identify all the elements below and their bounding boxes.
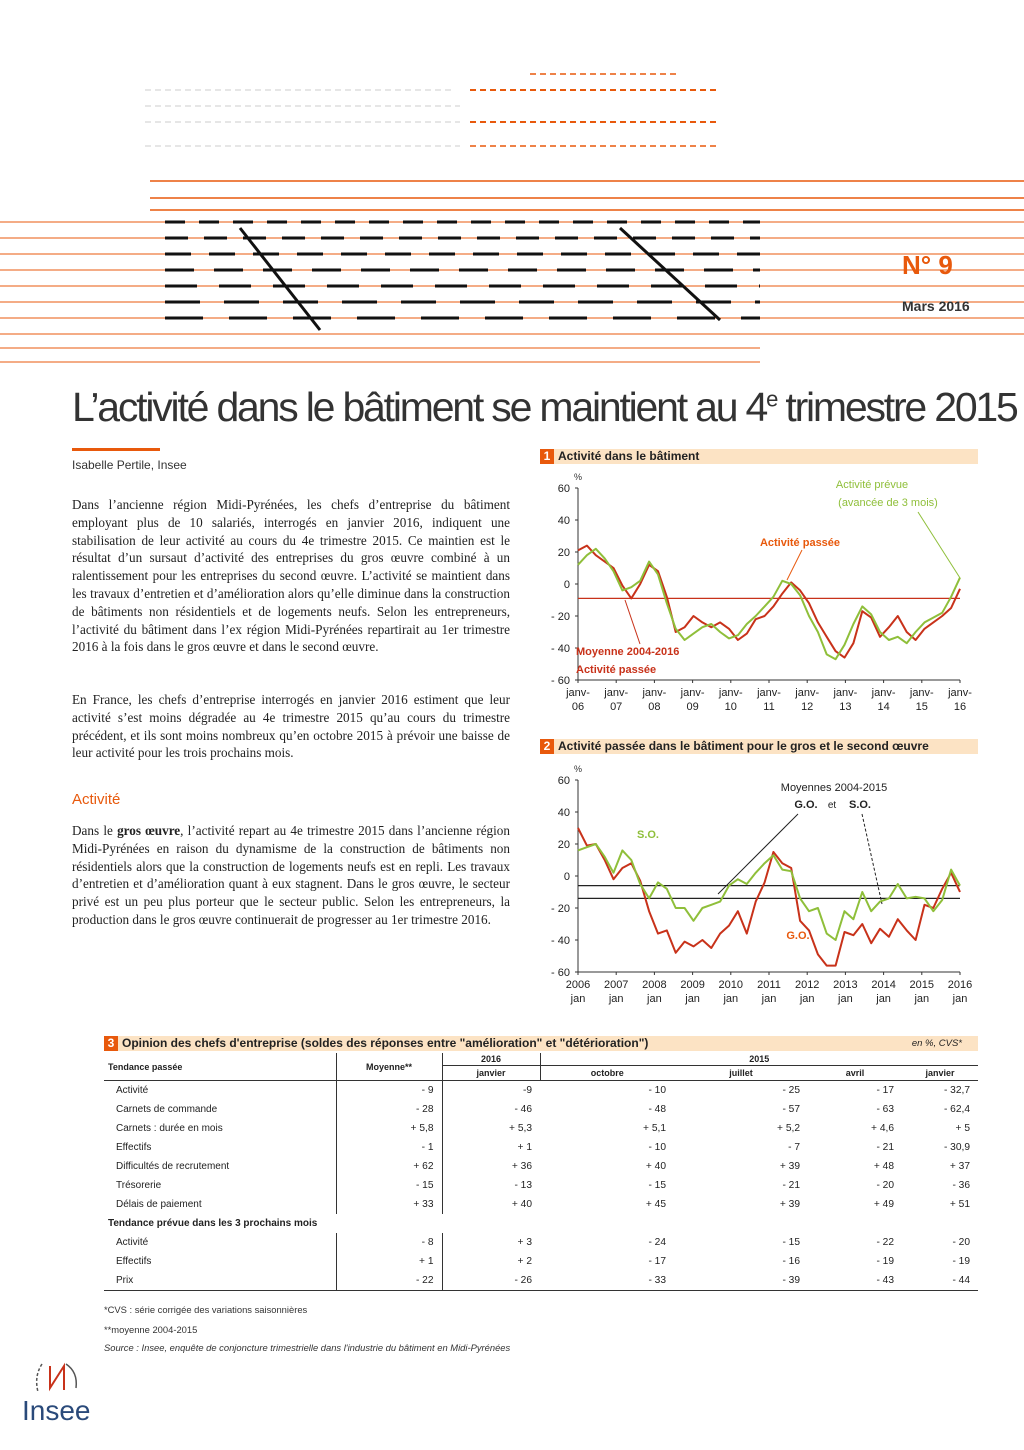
- chart2-plot: [540, 756, 980, 1018]
- table-row: [104, 1138, 978, 1157]
- table-cell: - 30,9: [943, 1142, 970, 1153]
- table-header-month: avril: [808, 1066, 902, 1081]
- x-tick-label: jan: [838, 993, 853, 1005]
- x-tick-label: 2010: [718, 979, 744, 991]
- x-tick-label: 16: [953, 701, 967, 713]
- table-cell: - 21: [782, 1180, 800, 1191]
- annotation-moyenne: Activité passée: [576, 664, 657, 676]
- chart2-number: 2: [540, 739, 554, 754]
- table-cell: + 48: [873, 1161, 894, 1172]
- chart1-plot: [540, 466, 980, 726]
- table-cell: - 25: [782, 1085, 800, 1096]
- author: Isabelle Pertile, Insee: [72, 458, 187, 472]
- x-tick-label: 2008: [642, 979, 667, 991]
- table-cell: - 32,7: [943, 1085, 970, 1096]
- table-cell: + 51: [949, 1199, 970, 1210]
- insee-logo: [20, 1358, 100, 1428]
- x-tick-label: 09: [686, 701, 699, 713]
- table-row: [104, 1233, 978, 1252]
- footnote-moyenne: **moyenne 2004-2015: [104, 1324, 198, 1335]
- table-row: [104, 1081, 978, 1101]
- table-cell: - 9: [336, 1081, 442, 1101]
- table-cell: + 37: [949, 1161, 970, 1172]
- table-cell: - 28: [336, 1100, 442, 1119]
- table-cell: + 4,6: [871, 1123, 894, 1134]
- table-row-label: Carnets de commande: [116, 1104, 218, 1115]
- issue-number: N° 9: [902, 250, 953, 280]
- x-tick-label: jan: [876, 993, 891, 1005]
- x-tick-label: janv-: [604, 687, 629, 699]
- table-cell: + 5,1: [643, 1123, 666, 1134]
- table-header-month: juillet: [674, 1066, 808, 1081]
- footnote-cvs: *CVS : série corrigée des variations saisonnières: [104, 1304, 308, 1315]
- table-cell: + 1: [442, 1138, 540, 1157]
- source-note: Source : Insee, enquête de conjoncture trimestrielle dans l'industrie du bâtiment en Midi-Pyrénées: [104, 1342, 511, 1353]
- y-unit-label: %: [574, 472, 583, 482]
- table-cell: - 21: [876, 1142, 894, 1153]
- x-tick-label: jan: [685, 993, 700, 1005]
- x-tick-label: janv-: [871, 687, 896, 699]
- annotation-moyennes: Moyennes 2004-2015: [780, 782, 888, 794]
- table-row-label: Prix: [104, 1271, 336, 1291]
- annotation-arrow: [718, 814, 798, 894]
- x-tick-label: 2014: [871, 979, 896, 991]
- table-header-month: janvier: [902, 1066, 978, 1081]
- annotation-arrow: [918, 512, 960, 578]
- y-tick-label: - 40: [551, 935, 570, 947]
- table-cell: - 17: [876, 1085, 894, 1096]
- y-tick-label: 40: [557, 807, 570, 819]
- x-tick-label: jan: [723, 993, 739, 1005]
- paragraph-france: En France, les chefs d’entreprise interrogés en janvier 2016 estiment que leur activité s’est moins dégradée au 4e trimestre 2015 qu’au cours du trimestre précédent, et ils sont moins nombreux qu’en octobre 2015 à prévoir une baisse de leur activité pour les trois prochains mois.: [72, 692, 510, 761]
- table-cell: + 40: [442, 1195, 540, 1214]
- opinion-table: [104, 1053, 978, 1291]
- y-tick-label: - 40: [551, 643, 570, 655]
- x-tick-label: janv-: [833, 687, 858, 699]
- table-cell: + 36: [442, 1157, 540, 1176]
- table-row: [104, 1100, 978, 1119]
- chart2-title: Activité passée dans le bâtiment pour le gros et le second œuvre: [558, 739, 929, 753]
- table-section-label: Tendance prévue dans les 3 prochains mois: [108, 1218, 318, 1229]
- table-header-month: janvier: [442, 1066, 540, 1081]
- table-row: [104, 1119, 978, 1138]
- table-cell: + 62: [336, 1157, 442, 1176]
- table-cell: - 57: [782, 1104, 800, 1115]
- x-tick-label: 2007: [603, 979, 629, 991]
- article-title: L’activité dans le bâtiment se maintient au 4e trimestre 2015: [72, 384, 1017, 430]
- table-row-label: Carnets : durée en mois: [116, 1123, 223, 1134]
- paragraph-gros-oeuvre: Dans le gros œuvre, l’activité repart au 4e trimestre 2015 dans l’ancienne région Midi-Pyrénées en raison du dynamisme de la construction de bâtiments non résidentiels alors que la construction de logements neufs est en repli. Les travaux d’entretien et d’amélioration quant à eux stagnent. Dans le gros œuvre, le secteur privé est un peu plus porteur que le secteur public. Selon les entrepreneurs, la production dans le gros œuvre continuerait de progresser au 1er trimestre 2016.: [72, 823, 510, 927]
- table-row-label: Activité: [116, 1085, 149, 1096]
- x-tick-label: janv-: [642, 687, 667, 699]
- chart1-title: Activité dans le bâtiment: [558, 449, 700, 463]
- table-header-month: octobre: [540, 1066, 674, 1081]
- table-cell: - 19: [952, 1256, 970, 1267]
- table-number: 3: [104, 1036, 118, 1051]
- series-line-b: [578, 549, 960, 659]
- table-cell: + 2: [442, 1252, 540, 1271]
- table-cell: + 45: [645, 1199, 666, 1210]
- table-cell: - 17: [648, 1256, 666, 1267]
- table-cell: - 19: [876, 1256, 894, 1267]
- table-section-row: [104, 1214, 978, 1233]
- table-cell: + 5,3: [442, 1119, 540, 1138]
- table-cell: - 22: [876, 1237, 894, 1248]
- x-tick-label: janv-: [909, 687, 934, 699]
- table-cell: + 40: [645, 1161, 666, 1172]
- table-cell: - 36: [952, 1180, 970, 1191]
- annotation-so: S.O.: [636, 829, 660, 841]
- table-cell: - 24: [648, 1237, 666, 1248]
- table-unit: en %, CVS*: [911, 1038, 962, 1049]
- table-cell: - 16: [782, 1256, 800, 1267]
- table-cell: - 8: [336, 1233, 442, 1252]
- annotation-moyenne: Moyenne 2004-2016: [576, 646, 680, 658]
- x-tick-label: 2016: [947, 979, 973, 991]
- table-cell: - 10: [648, 1085, 666, 1096]
- x-tick-label: jan: [608, 993, 624, 1005]
- table-cell: - 15: [648, 1180, 666, 1191]
- chart2-header: [540, 739, 978, 754]
- table-cell: - 43: [808, 1271, 902, 1291]
- y-tick-label: 60: [557, 483, 570, 495]
- table-header: [104, 1036, 978, 1051]
- x-tick-label: 10: [724, 701, 737, 713]
- table-row-label: Délais de paiement: [116, 1199, 202, 1210]
- x-tick-label: janv-: [566, 687, 590, 699]
- annotation-arrow: [625, 600, 640, 644]
- paragraph-intro: Dans l’ancienne région Midi-Pyrénées, les chefs d’entreprise du bâtiment employant plus de 10 salariés, interrogés en janvier 2016, indiquent une stabilisation de leur activité au cours du 4e trimestre 2015. Ce maintien est le résultat d’un sursaut d’activité des entreprises du gros œuvre combiné à un ralentissement pour les entreprises du second œuvre. L’activité se maintient dans les travaux d’entretien et d’amélioration alors qu’elle diminue dans la construction de bâtiments non résidentiels et de logements neufs. Selon les entrepreneurs, l’activité du bâtiment dans l’ex région Midi-Pyrénées repartirait au 1er trimestre 2016 à la fois dans le gros œuvre et dans le second œuvre.: [72, 497, 510, 655]
- table-row: [104, 1252, 978, 1271]
- section-heading: Activité: [72, 791, 121, 808]
- x-tick-label: 08: [648, 701, 661, 713]
- x-tick-label: 2015: [909, 979, 935, 991]
- annotation-arrow: [862, 814, 882, 904]
- x-tick-label: 2011: [757, 979, 781, 991]
- table-cell: - 48: [648, 1104, 666, 1115]
- x-tick-label: jan: [914, 993, 930, 1005]
- annotation-prevue: (avancée de 3 mois): [838, 497, 938, 509]
- x-tick-label: janv-: [948, 687, 972, 699]
- table-header-moyenne: Moyenne**: [336, 1053, 442, 1081]
- issue-date: Mars 2016: [902, 298, 970, 314]
- logo-text: Insee: [22, 1395, 91, 1426]
- series-line-a: [578, 828, 960, 966]
- x-tick-label: jan: [799, 993, 815, 1005]
- table-cell: + 3: [442, 1233, 540, 1252]
- y-tick-label: - 60: [551, 675, 570, 687]
- table-cell: - 22: [336, 1271, 442, 1291]
- masthead-letter-stroke: [240, 228, 320, 330]
- table-cell: - 46: [442, 1100, 540, 1119]
- table-cell: - 1: [336, 1138, 442, 1157]
- table-row-label: Trésorerie: [116, 1180, 162, 1191]
- x-tick-label: 12: [801, 701, 814, 713]
- y-tick-label: 20: [557, 839, 570, 851]
- x-tick-label: 13: [839, 701, 852, 713]
- table-cell: - 10: [648, 1142, 666, 1153]
- y-tick-label: 0: [563, 579, 570, 591]
- annotation-arrow: [787, 550, 802, 580]
- y-tick-label: 60: [557, 775, 570, 787]
- x-tick-label: janv-: [757, 687, 781, 699]
- table-cell: - 15: [782, 1237, 800, 1248]
- table-cell: + 39: [779, 1161, 800, 1172]
- x-tick-label: 2006: [565, 979, 591, 991]
- x-tick-label: 06: [571, 701, 585, 713]
- table-title: Opinion des chefs d'entreprise (soldes des réponses entre "amélioration" et "détérioration"): [122, 1036, 649, 1050]
- annotation-et: et: [827, 800, 837, 811]
- table-header-tendance: Tendance passée: [104, 1053, 336, 1081]
- table-cell: - 13: [442, 1176, 540, 1195]
- table-row: [104, 1176, 978, 1195]
- table-row: [104, 1157, 978, 1176]
- y-unit-label: %: [574, 764, 583, 774]
- y-tick-label: - 60: [551, 967, 570, 979]
- masthead-letter-stroke: [620, 228, 720, 320]
- table-cell: - 33: [540, 1271, 674, 1291]
- table-cell: - 26: [442, 1271, 540, 1291]
- x-tick-label: jan: [952, 993, 968, 1005]
- table-cell: - 63: [876, 1104, 894, 1115]
- y-tick-label: - 20: [551, 903, 570, 915]
- table-cell: - 62,4: [943, 1104, 970, 1115]
- table-cell: + 1: [336, 1252, 442, 1271]
- table-row-label: Effectifs: [116, 1256, 152, 1267]
- x-tick-label: 07: [610, 701, 623, 713]
- x-tick-label: janv-: [680, 687, 705, 699]
- annotation-prevue: Activité prévue: [835, 479, 909, 491]
- table-cell: - 44: [902, 1271, 978, 1291]
- table-row: [104, 1195, 978, 1214]
- table-cell: - 7: [788, 1142, 800, 1153]
- table-cell: - 20: [952, 1237, 970, 1248]
- table-cell: - 15: [336, 1176, 442, 1195]
- masthead-stripes: [0, 74, 1024, 362]
- annotation-passee: Activité passée: [759, 537, 841, 549]
- table-cell: + 49: [873, 1199, 894, 1210]
- annotation-so-label: S.O.: [848, 799, 872, 811]
- y-tick-label: 40: [557, 515, 570, 527]
- table-header-2016: 2016: [442, 1053, 540, 1066]
- table-cell: + 39: [779, 1199, 800, 1210]
- x-tick-label: 11: [763, 701, 775, 713]
- y-tick-label: 20: [557, 547, 570, 559]
- x-tick-label: 2009: [680, 979, 705, 991]
- masthead-banner: [0, 0, 1024, 370]
- chart1-number: 1: [540, 449, 554, 464]
- table-row: [104, 1271, 978, 1291]
- table-row-label: Effectifs: [116, 1142, 152, 1153]
- title-underline: [72, 448, 160, 451]
- x-tick-label: 15: [915, 701, 928, 713]
- y-tick-label: - 20: [551, 611, 570, 623]
- y-tick-label: 0: [563, 871, 570, 883]
- table-row-label: Activité: [116, 1237, 149, 1248]
- table-cell: -9: [442, 1081, 540, 1101]
- table-cell: + 5,8: [336, 1119, 442, 1138]
- annotation-go: G.O.: [786, 930, 810, 942]
- x-tick-label: janv-: [718, 687, 743, 699]
- table-cell: - 39: [674, 1271, 808, 1291]
- table-header-2015: 2015: [540, 1053, 978, 1066]
- chart1-header: [540, 449, 978, 464]
- table-cell: + 33: [336, 1195, 442, 1214]
- x-tick-label: 2012: [794, 979, 820, 991]
- table-cell: + 5,2: [777, 1123, 800, 1134]
- x-tick-label: jan: [570, 993, 586, 1005]
- x-tick-label: jan: [761, 993, 777, 1005]
- annotation-go-label: G.O.: [794, 799, 818, 811]
- table-cell: - 20: [876, 1180, 894, 1191]
- table-cell: + 5: [955, 1123, 970, 1134]
- x-tick-label: 2013: [833, 979, 858, 991]
- table-row-label: Difficultés de recrutement: [116, 1161, 230, 1172]
- x-tick-label: 14: [877, 701, 890, 713]
- x-tick-label: janv-: [795, 687, 820, 699]
- x-tick-label: jan: [647, 993, 662, 1005]
